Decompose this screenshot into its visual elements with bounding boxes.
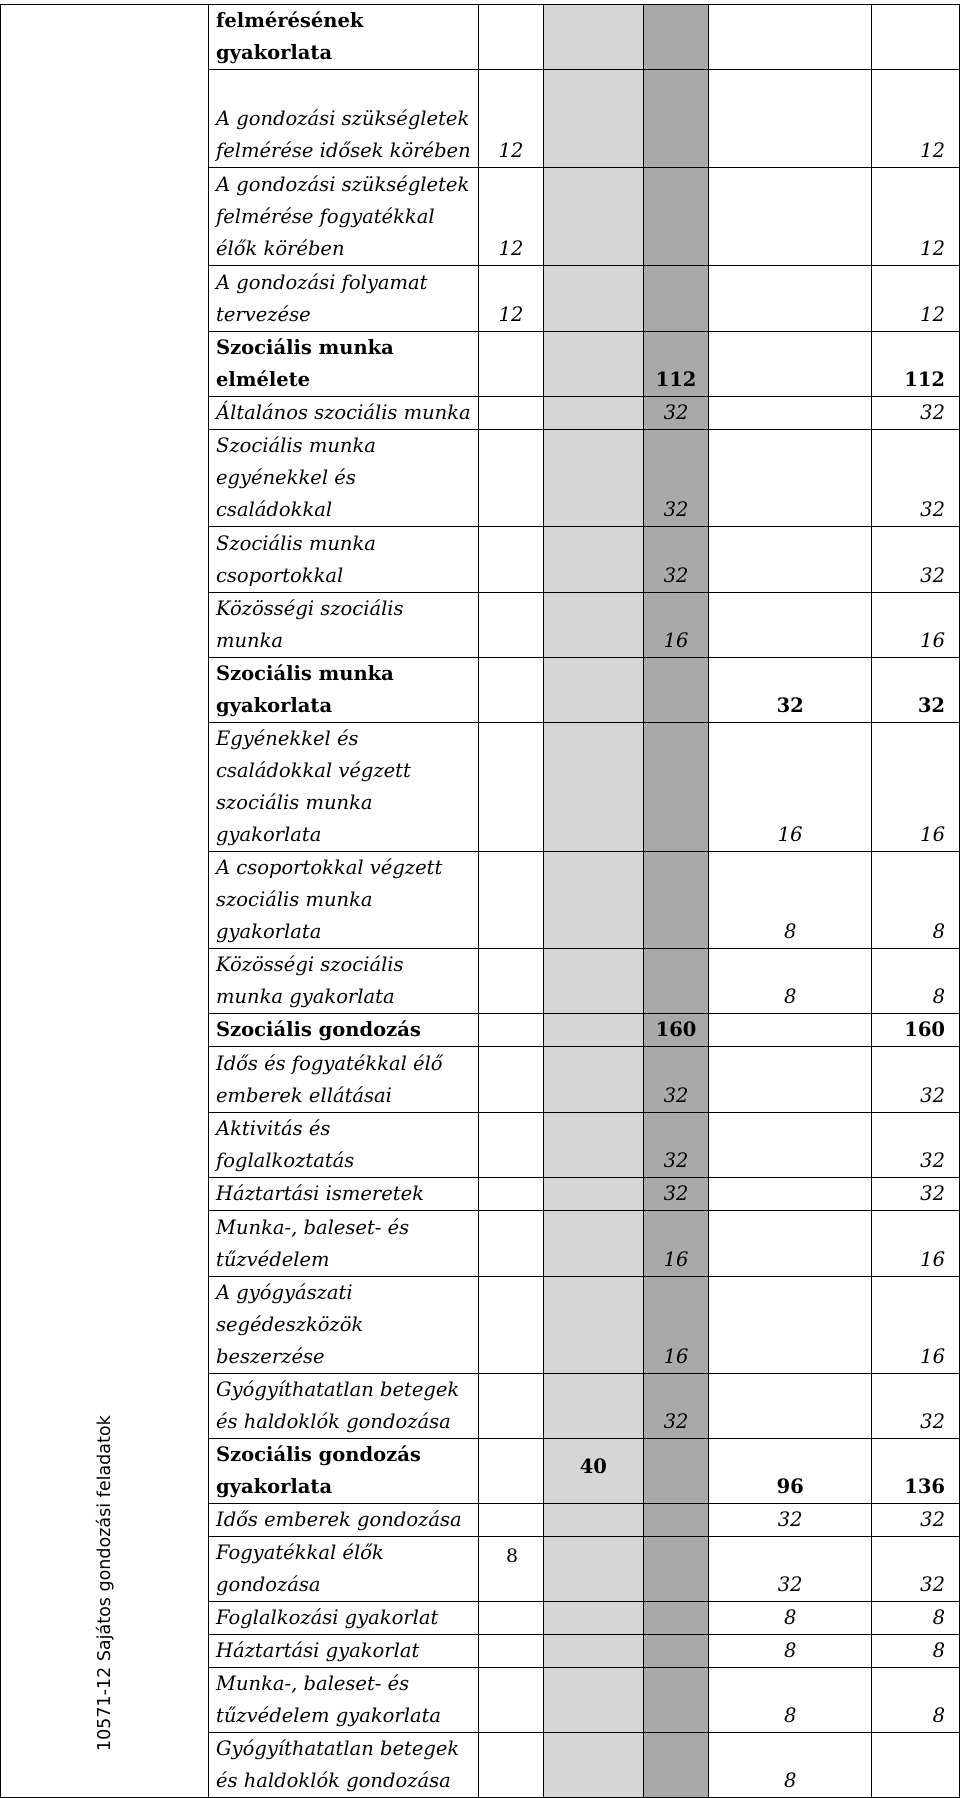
subject-name: Szociális munka egyénekkel és családokkal bbox=[209, 430, 479, 527]
hours-cell-5: 16 bbox=[872, 1277, 960, 1374]
hours-cell-3: 32 bbox=[643, 430, 708, 527]
hours-cell-2 bbox=[543, 1668, 643, 1733]
hours-cell-3 bbox=[643, 949, 708, 1014]
module-label-cell bbox=[1, 5, 209, 1798]
hours-cell-5: 8 bbox=[872, 1602, 960, 1635]
hours-cell-4 bbox=[709, 1113, 872, 1178]
hours-cell-3 bbox=[643, 5, 708, 70]
hours-cell-1 bbox=[479, 1178, 543, 1211]
hours-cell-3 bbox=[643, 1602, 708, 1635]
hours-cell-1 bbox=[479, 332, 543, 397]
subject-name: Szociális munka elmélete bbox=[209, 332, 479, 397]
hours-cell-4: 32 bbox=[709, 1504, 872, 1537]
hours-cell-5: 112 bbox=[872, 332, 960, 397]
hours-cell-2 bbox=[543, 1113, 643, 1178]
hours-cell-2 bbox=[543, 1277, 643, 1374]
hours-cell-2 bbox=[543, 1602, 643, 1635]
hours-cell-2 bbox=[543, 266, 643, 332]
subject-name: Szociális munka csoportokkal bbox=[209, 527, 479, 593]
hours-cell-2 bbox=[543, 1374, 643, 1439]
page-number: 8 bbox=[505, 1545, 519, 1567]
subject-name: A csoportokkal végzett szociális munka gyakorlata bbox=[209, 852, 479, 949]
hours-cell-5: 32 bbox=[872, 658, 960, 723]
hours-cell-5: 160 bbox=[872, 1014, 960, 1047]
hours-cell-4: 32 bbox=[709, 1537, 872, 1602]
hours-cell-1 bbox=[479, 1014, 543, 1047]
subject-name: A gondozási folyamat tervezése bbox=[209, 266, 479, 332]
hours-cell-1 bbox=[479, 1113, 543, 1178]
hours-cell-2 bbox=[543, 593, 643, 658]
hours-cell-1 bbox=[479, 1277, 543, 1374]
subject-name: Gyógyíthatatlan betegek és haldoklók gondozása bbox=[209, 1733, 479, 1798]
hours-cell-5: 12 bbox=[872, 70, 960, 168]
hours-cell-1 bbox=[479, 1602, 543, 1635]
hours-cell-1 bbox=[479, 527, 543, 593]
hours-cell-3: 32 bbox=[643, 1113, 708, 1178]
hours-cell-2 bbox=[543, 430, 643, 527]
hours-cell-5: 12 bbox=[872, 168, 960, 266]
hours-cell-4 bbox=[709, 168, 872, 266]
hours-cell-2 bbox=[543, 1635, 643, 1668]
hours-cell-4 bbox=[709, 527, 872, 593]
hours-cell-5: 8 bbox=[872, 949, 960, 1014]
hours-cell-2 bbox=[543, 852, 643, 949]
hours-cell-5: 32 bbox=[872, 1537, 960, 1602]
hours-cell-4 bbox=[709, 332, 872, 397]
hours-cell-2 bbox=[543, 1178, 643, 1211]
hours-cell-4: 96 bbox=[709, 1439, 872, 1504]
subject-name: Háztartási gyakorlat bbox=[209, 1635, 479, 1668]
hours-cell-4: 16 bbox=[709, 723, 872, 852]
hours-cell-3 bbox=[643, 1504, 708, 1537]
hours-cell-3: 112 bbox=[643, 332, 708, 397]
hours-cell-1 bbox=[479, 1733, 543, 1798]
hours-cell-2 bbox=[543, 397, 643, 430]
hours-cell-2 bbox=[543, 1014, 643, 1047]
hours-cell-3 bbox=[643, 852, 708, 949]
subject-name: Fogyatékkal élők gondozása bbox=[209, 1537, 479, 1602]
hours-cell-3: 32 bbox=[643, 1178, 708, 1211]
hours-cell-5: 32 bbox=[872, 1047, 960, 1113]
subject-name: Közösségi szociális munka bbox=[209, 593, 479, 658]
hours-cell-4 bbox=[709, 70, 872, 168]
hours-cell-4 bbox=[709, 430, 872, 527]
hours-cell-2 bbox=[543, 70, 643, 168]
hours-cell-3 bbox=[643, 1635, 708, 1668]
hours-cell-3 bbox=[643, 1439, 708, 1504]
hours-cell-3 bbox=[643, 723, 708, 852]
hours-cell-4 bbox=[709, 1047, 872, 1113]
subject-name: Szociális gondozás gyakorlata bbox=[209, 1439, 479, 1504]
subject-name: Aktivitás és foglalkoztatás bbox=[209, 1113, 479, 1178]
hours-cell-1 bbox=[479, 1439, 543, 1504]
hours-cell-3: 16 bbox=[643, 1211, 708, 1277]
hours-cell-4: 8 bbox=[709, 1668, 872, 1733]
hours-cell-4 bbox=[709, 1014, 872, 1047]
hours-cell-5: 8 bbox=[872, 852, 960, 949]
hours-cell-5: 8 bbox=[872, 1635, 960, 1668]
hours-cell-4 bbox=[709, 1211, 872, 1277]
hours-cell-5: 16 bbox=[872, 593, 960, 658]
subject-name: felmérésének gyakorlata bbox=[209, 5, 479, 70]
hours-cell-1 bbox=[479, 593, 543, 658]
hours-cell-4 bbox=[709, 397, 872, 430]
hours-cell-2 bbox=[543, 949, 643, 1014]
hours-cell-5: 16 bbox=[872, 723, 960, 852]
hours-cell-4 bbox=[709, 266, 872, 332]
hours-cell-3: 32 bbox=[643, 1374, 708, 1439]
hours-cell-5: 32 bbox=[872, 397, 960, 430]
subject-name: Foglalkozási gyakorlat bbox=[209, 1602, 479, 1635]
hours-cell-1 bbox=[479, 1504, 543, 1537]
subject-name: Munka-, baleset- és tűzvédelem bbox=[209, 1211, 479, 1277]
hours-cell-4 bbox=[709, 1374, 872, 1439]
hours-cell-1 bbox=[479, 949, 543, 1014]
hours-cell-3 bbox=[643, 266, 708, 332]
hours-cell-3: 16 bbox=[643, 593, 708, 658]
hours-cell-1 bbox=[479, 1211, 543, 1277]
hours-cell-5 bbox=[872, 5, 960, 70]
subject-name: Egyénekkel és családokkal végzett szociális munka gyakorlata bbox=[209, 723, 479, 852]
subject-name: A gondozási szükségletek felmérése idősek körében bbox=[209, 70, 479, 168]
hours-cell-4: 8 bbox=[709, 1733, 872, 1798]
hours-cell-4: 8 bbox=[709, 1635, 872, 1668]
hours-cell-4: 8 bbox=[709, 949, 872, 1014]
hours-cell-2 bbox=[543, 1733, 643, 1798]
subject-name: Szociális gondozás bbox=[209, 1014, 479, 1047]
hours-cell-3 bbox=[643, 70, 708, 168]
hours-cell-3: 160 bbox=[643, 1014, 708, 1047]
subject-name: Munka-, baleset- és tűzvédelem gyakorlata bbox=[209, 1668, 479, 1733]
subject-name: Általános szociális munka bbox=[209, 397, 479, 430]
hours-cell-2 bbox=[543, 1047, 643, 1113]
hours-cell-1: 12 bbox=[479, 168, 543, 266]
hours-cell-1 bbox=[479, 658, 543, 723]
hours-cell-1 bbox=[479, 397, 543, 430]
hours-cell-1 bbox=[479, 1668, 543, 1733]
hours-cell-3 bbox=[643, 168, 708, 266]
hours-cell-3: 16 bbox=[643, 1277, 708, 1374]
hours-cell-2 bbox=[543, 5, 643, 70]
hours-cell-3: 32 bbox=[643, 527, 708, 593]
hours-cell-3 bbox=[643, 1668, 708, 1733]
hours-cell-1: 12 bbox=[479, 266, 543, 332]
hours-cell-2 bbox=[543, 1504, 643, 1537]
hours-cell-3: 32 bbox=[643, 1047, 708, 1113]
hours-cell-5: 136 bbox=[872, 1439, 960, 1504]
curriculum-table bbox=[0, 4, 960, 1798]
hours-cell-5: 32 bbox=[872, 1374, 960, 1439]
hours-cell-4: 8 bbox=[709, 852, 872, 949]
hours-cell-2 bbox=[543, 527, 643, 593]
hours-cell-3 bbox=[643, 1733, 708, 1798]
hours-cell-2 bbox=[543, 168, 643, 266]
hours-cell-1 bbox=[479, 1635, 543, 1668]
hours-cell-2 bbox=[543, 332, 643, 397]
subject-name: A gyógyászati segédeszközök beszerzése bbox=[209, 1277, 479, 1374]
hours-cell-5: 16 bbox=[872, 1211, 960, 1277]
hours-cell-4 bbox=[709, 1277, 872, 1374]
hours-cell-1 bbox=[479, 430, 543, 527]
hours-cell-2: 40 bbox=[543, 1439, 643, 1504]
subject-name: Háztartási ismeretek bbox=[209, 1178, 479, 1211]
hours-cell-5: 32 bbox=[872, 1113, 960, 1178]
hours-cell-4 bbox=[709, 5, 872, 70]
subject-name: Szociális munka gyakorlata bbox=[209, 658, 479, 723]
hours-cell-4: 8 bbox=[709, 1602, 872, 1635]
subject-name: Idős és fogyatékkal élő emberek ellátásai bbox=[209, 1047, 479, 1113]
hours-cell-5: 8 bbox=[872, 1668, 960, 1733]
subject-name: Gyógyíthatatlan betegek és haldoklók gondozása bbox=[209, 1374, 479, 1439]
hours-cell-4 bbox=[709, 593, 872, 658]
hours-cell-5: 32 bbox=[872, 527, 960, 593]
hours-cell-5 bbox=[872, 1733, 960, 1798]
hours-cell-1 bbox=[479, 852, 543, 949]
hours-cell-5: 32 bbox=[872, 430, 960, 527]
hours-cell-5: 32 bbox=[872, 1178, 960, 1211]
hours-cell-1 bbox=[479, 723, 543, 852]
module-label: 10571-12 Sajátos gondozási feladatok bbox=[94, 1415, 115, 1751]
hours-cell-2 bbox=[543, 658, 643, 723]
hours-cell-3 bbox=[643, 658, 708, 723]
hours-cell-1 bbox=[479, 5, 543, 70]
table-row bbox=[1, 5, 960, 70]
hours-cell-5: 32 bbox=[872, 1504, 960, 1537]
hours-cell-4: 32 bbox=[709, 658, 872, 723]
hours-cell-1 bbox=[479, 1047, 543, 1113]
hours-cell-2 bbox=[543, 723, 643, 852]
hours-cell-1: 12 bbox=[479, 70, 543, 168]
hours-cell-1 bbox=[479, 1374, 543, 1439]
subject-name: A gondozási szükségletek felmérése fogyatékkal élők körében bbox=[209, 168, 479, 266]
subject-name: Közösségi szociális munka gyakorlata bbox=[209, 949, 479, 1014]
hours-cell-5: 12 bbox=[872, 266, 960, 332]
subject-name: Idős emberek gondozása bbox=[209, 1504, 479, 1537]
hours-cell-4 bbox=[709, 1178, 872, 1211]
hours-cell-2 bbox=[543, 1211, 643, 1277]
hours-cell-3: 32 bbox=[643, 397, 708, 430]
